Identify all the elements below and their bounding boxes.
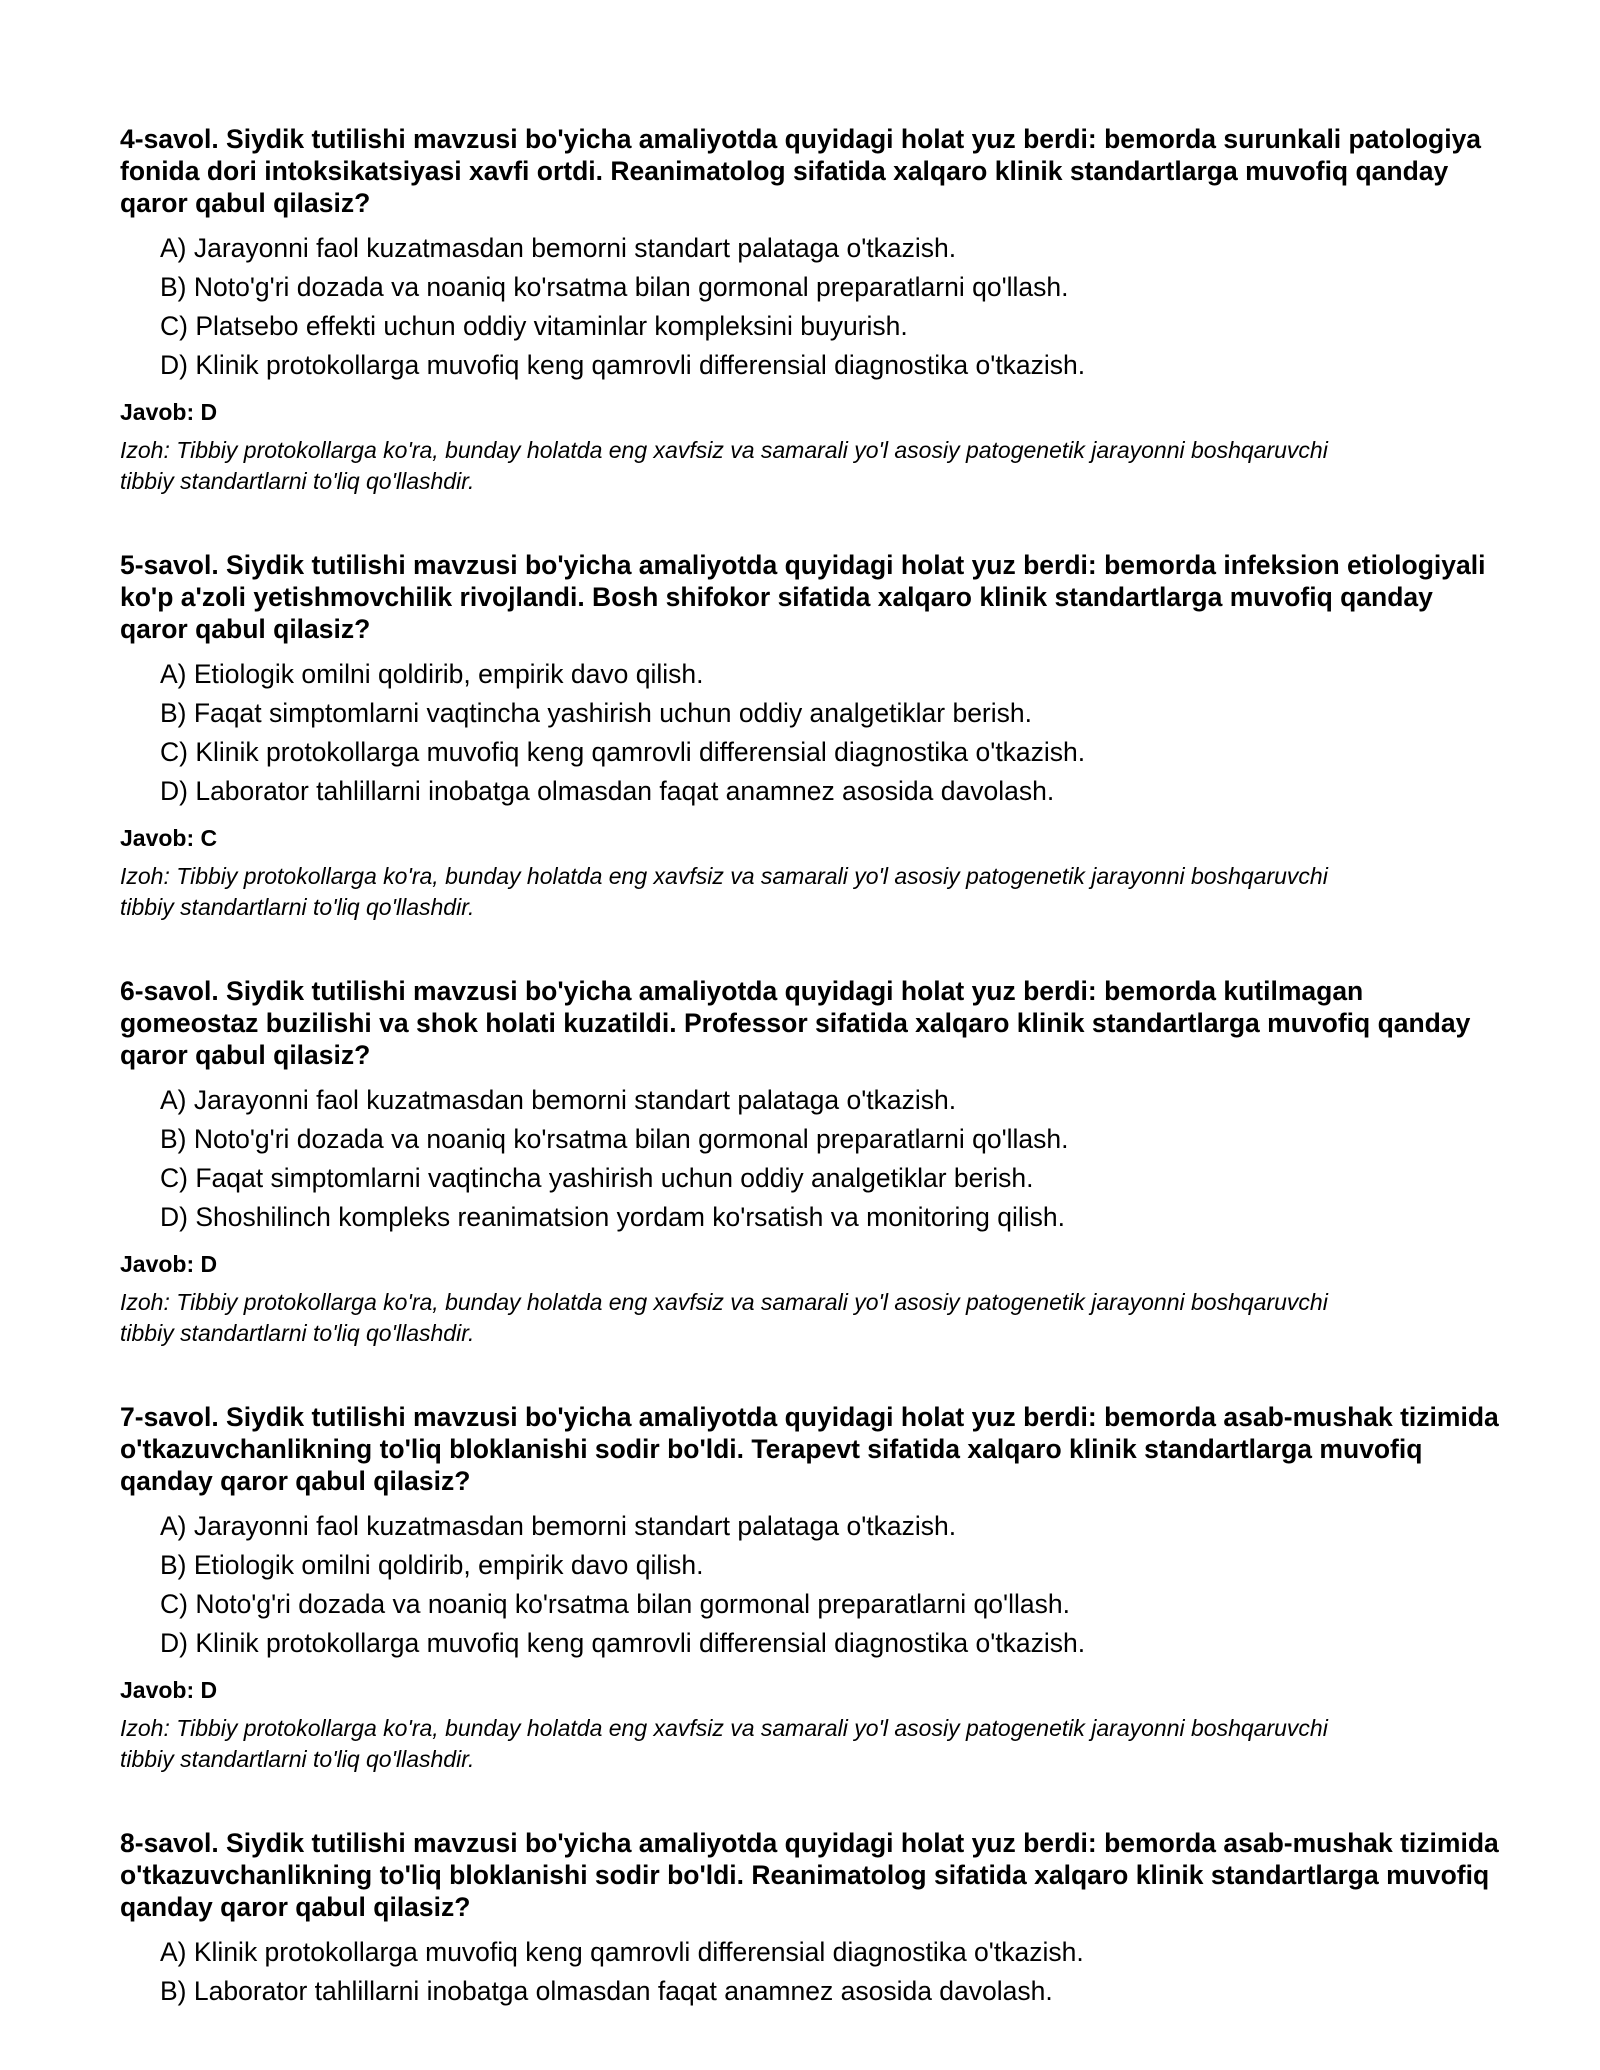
question-block (120, 549, 1500, 923)
option-a: A) Jarayonni faol kuzatmasdan bemorni standart palataga o'tkazish. (160, 1511, 957, 1541)
question-title: 6-savol. Siydik tutilishi mavzusi bo'yicha amaliyotda quyidagi holat yuz berdi: bemorda kutilmagan gomeostaz buzilishi va shok holati kuzatildi. Professor sifatida xalqaro klinik standartlarga muvofiq qanday qaror qabul qilasiz? (120, 976, 1471, 1070)
option-b: B) Etiologik omilni qoldirib, empirik davo qilish. (160, 1550, 704, 1580)
option-d: D) Shoshilinch kompleks reanimatsion yordam ko'rsatish va monitoring qilish. (160, 1202, 1065, 1232)
answer-options (120, 1081, 1500, 1237)
option-a: A) Klinik protokollarga muvofiq keng qamrovli differensial diagnostika o'tkazish. (160, 1937, 1084, 1967)
option-c: C) Klinik protokollarga muvofiq keng qamrovli differensial diagnostika o'tkazish. (160, 737, 1086, 767)
answer-options (120, 655, 1500, 811)
question-title: 4-savol. Siydik tutilishi mavzusi bo'yicha amaliyotda quyidagi holat yuz berdi: bemorda surunkali patologiya fonida dori intoksikatsiyasi xavfi ortdi. Reanimatolog sifatida xalqaro klinik standartlarga muvofiq qanday qaror qabul qilasiz? (120, 124, 1482, 218)
option-b: B) Faqat simptomlarni vaqtincha yashirish uchun oddiy analgetiklar berish. (160, 698, 1032, 728)
option-a: A) Etiologik omilni qoldirib, empirik davo qilish. (160, 659, 704, 689)
answer-label: Javob: D (120, 1251, 218, 1277)
answer-options (120, 1933, 1500, 2011)
question-block (120, 975, 1500, 1349)
question-block (120, 1401, 1500, 1775)
answer-options (120, 229, 1500, 385)
question-title: 7-savol. Siydik tutilishi mavzusi bo'yicha amaliyotda quyidagi holat yuz berdi: bemorda asab-mushak tizimida o'tkazuvchanlikning to'liq bloklanishi sodir bo'ldi. Terapevt sifatida xalqaro klinik standartlarga muvofiq qanday qaror qabul qilasiz? (120, 1402, 1499, 1496)
explanation-note: Izoh: Tibbiy protokollarga ko'ra, bunday holatda eng xavfsiz va samarali yo'l asosiy patogenetik jarayonni boshqaruvchi tibbiy standartlarni to'liq qo'llashdir. (120, 863, 1328, 920)
option-b: B) Noto'g'ri dozada va noaniq ko'rsatma bilan gormonal preparatlarni qo'llash. (160, 1124, 1069, 1154)
option-c: C) Noto'g'ri dozada va noaniq ko'rsatma bilan gormonal preparatlarni qo'llash. (160, 1589, 1070, 1619)
option-a: A) Jarayonni faol kuzatmasdan bemorni standart palataga o'tkazish. (160, 233, 957, 263)
question-block (120, 123, 1500, 497)
option-d: D) Klinik protokollarga muvofiq keng qamrovli differensial diagnostika o'tkazish. (160, 350, 1086, 380)
question-block (120, 1827, 1500, 2011)
option-d: D) Laborator tahlillarni inobatga olmasdan faqat anamnez asosida davolash. (160, 776, 1055, 806)
answer-options (120, 1507, 1500, 1663)
explanation-note: Izoh: Tibbiy protokollarga ko'ra, bunday holatda eng xavfsiz va samarali yo'l asosiy patogenetik jarayonni boshqaruvchi tibbiy standartlarni to'liq qo'llashdir. (120, 437, 1328, 494)
question-title: 5-savol. Siydik tutilishi mavzusi bo'yicha amaliyotda quyidagi holat yuz berdi: bemorda infeksion etiologiyali ko'p a'zoli yetishmovchilik rivojlandi. Bosh shifokor sifatida xalqaro klinik standartlarga muvofiq qanday qaror qabul qilasiz? (120, 550, 1486, 644)
option-a: A) Jarayonni faol kuzatmasdan bemorni standart palataga o'tkazish. (160, 1085, 957, 1115)
option-d: D) Klinik protokollarga muvofiq keng qamrovli differensial diagnostika o'tkazish. (160, 1628, 1086, 1658)
option-c: C) Faqat simptomlarni vaqtincha yashirish uchun oddiy analgetiklar berish. (160, 1163, 1034, 1193)
option-c: C) Platsebo effekti uchun oddiy vitaminlar kompleksini buyurish. (160, 311, 908, 341)
explanation-note: Izoh: Tibbiy protokollarga ko'ra, bunday holatda eng xavfsiz va samarali yo'l asosiy patogenetik jarayonni boshqaruvchi tibbiy standartlarni to'liq qo'llashdir. (120, 1715, 1328, 1772)
explanation-note: Izoh: Tibbiy protokollarga ko'ra, bunday holatda eng xavfsiz va samarali yo'l asosiy patogenetik jarayonni boshqaruvchi tibbiy standartlarni to'liq qo'llashdir. (120, 1289, 1328, 1346)
option-b: B) Laborator tahlillarni inobatga olmasdan faqat anamnez asosida davolash. (160, 1976, 1053, 2006)
option-b: B) Noto'g'ri dozada va noaniq ko'rsatma bilan gormonal preparatlarni qo'llash. (160, 272, 1069, 302)
answer-label: Javob: D (120, 1677, 218, 1703)
answer-label: Javob: C (120, 825, 218, 851)
answer-label: Javob: D (120, 399, 218, 425)
question-title: 8-savol. Siydik tutilishi mavzusi bo'yicha amaliyotda quyidagi holat yuz berdi: bemorda asab-mushak tizimida o'tkazuvchanlikning to'liq bloklanishi sodir bo'ldi. Reanimatolog sifatida xalqaro klinik standartlarga muvofiq qanday qaror qabul qilasiz? (120, 1828, 1499, 1922)
